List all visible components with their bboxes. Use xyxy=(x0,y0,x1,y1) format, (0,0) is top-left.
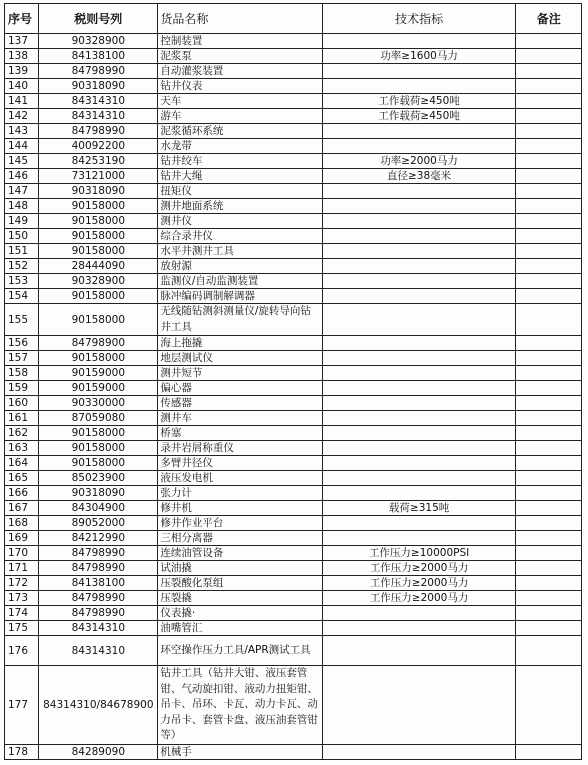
row-tariff-code: 84798990 xyxy=(39,561,158,576)
row-technical-spec xyxy=(322,336,516,351)
row-technical-spec: 工作载荷≥450吨 xyxy=(322,109,516,124)
row-index: 178 xyxy=(5,744,39,759)
row-technical-spec xyxy=(322,199,516,214)
row-index: 150 xyxy=(5,229,39,244)
row-tariff-code: 84798990 xyxy=(39,546,158,561)
row-tariff-code: 84314310 xyxy=(39,109,158,124)
row-index: 154 xyxy=(5,289,39,304)
row-remarks xyxy=(516,169,582,184)
table-row xyxy=(5,666,582,745)
row-index: 164 xyxy=(5,456,39,471)
table-row xyxy=(5,351,582,366)
row-index: 161 xyxy=(5,411,39,426)
row-remarks xyxy=(516,471,582,486)
goods-table xyxy=(4,3,582,760)
row-technical-spec xyxy=(322,259,516,274)
row-remarks xyxy=(516,274,582,289)
row-remarks xyxy=(516,546,582,561)
row-goods-name: 传感器 xyxy=(158,396,322,411)
row-goods-name: 桥塞 xyxy=(158,426,322,441)
row-remarks xyxy=(516,351,582,366)
row-technical-spec: 直径≥38毫米 xyxy=(322,169,516,184)
row-technical-spec: 工作载荷≥450吨 xyxy=(322,94,516,109)
row-tariff-code: 90318090 xyxy=(39,79,158,94)
row-index: 153 xyxy=(5,274,39,289)
row-remarks xyxy=(516,636,582,666)
row-remarks xyxy=(516,576,582,591)
row-tariff-code: 40092200 xyxy=(39,139,158,154)
row-tariff-code: 90159000 xyxy=(39,366,158,381)
row-remarks xyxy=(516,304,582,336)
row-tariff-code: 84314310 xyxy=(39,636,158,666)
row-goods-name: 监测仪/自动监测装置 xyxy=(158,274,322,289)
row-remarks xyxy=(516,79,582,94)
row-technical-spec: 功率≥2000马力 xyxy=(322,154,516,169)
row-technical-spec xyxy=(322,289,516,304)
row-goods-name: 钻井仪表 xyxy=(158,79,322,94)
row-technical-spec xyxy=(322,34,516,49)
row-tariff-code: 84798990 xyxy=(39,64,158,79)
row-goods-name: 放射源 xyxy=(158,259,322,274)
row-goods-name: 压裂酸化泵组 xyxy=(158,576,322,591)
row-technical-spec xyxy=(322,606,516,621)
table-row xyxy=(5,229,582,244)
table-row xyxy=(5,244,582,259)
row-remarks xyxy=(516,531,582,546)
row-index: 173 xyxy=(5,591,39,606)
row-goods-name: 测井仪 xyxy=(158,214,322,229)
table-row xyxy=(5,259,582,274)
row-remarks xyxy=(516,516,582,531)
row-goods-name: 扭矩仪 xyxy=(158,184,322,199)
row-goods-name: 水龙带 xyxy=(158,139,322,154)
row-technical-spec: 载荷≥315吨 xyxy=(322,501,516,516)
row-technical-spec xyxy=(322,139,516,154)
row-index: 174 xyxy=(5,606,39,621)
row-index: 149 xyxy=(5,214,39,229)
row-remarks xyxy=(516,441,582,456)
table-row xyxy=(5,621,582,636)
row-index: 177 xyxy=(5,666,39,745)
row-technical-spec xyxy=(322,184,516,199)
header-remarks: 备注 xyxy=(516,4,582,34)
row-goods-name: 泥浆泵 xyxy=(158,49,322,64)
row-tariff-code: 90328900 xyxy=(39,274,158,289)
row-index: 157 xyxy=(5,351,39,366)
table-row xyxy=(5,636,582,666)
table-row xyxy=(5,274,582,289)
row-index: 169 xyxy=(5,531,39,546)
row-goods-name: 试油撬 xyxy=(158,561,322,576)
table-row xyxy=(5,501,582,516)
row-technical-spec: 功率≥1600马力 xyxy=(322,49,516,64)
row-index: 162 xyxy=(5,426,39,441)
row-index: 139 xyxy=(5,64,39,79)
row-goods-name: 测井地面系统 xyxy=(158,199,322,214)
row-technical-spec xyxy=(322,381,516,396)
table-row xyxy=(5,184,582,199)
row-tariff-code: 90158000 xyxy=(39,289,158,304)
row-remarks xyxy=(516,426,582,441)
row-index: 142 xyxy=(5,109,39,124)
row-remarks xyxy=(516,591,582,606)
row-technical-spec xyxy=(322,229,516,244)
row-tariff-code: 84798990 xyxy=(39,124,158,139)
row-remarks xyxy=(516,139,582,154)
table-row xyxy=(5,214,582,229)
row-technical-spec xyxy=(322,441,516,456)
row-remarks xyxy=(516,289,582,304)
table-row xyxy=(5,79,582,94)
row-tariff-code: 90158000 xyxy=(39,351,158,366)
table-row xyxy=(5,576,582,591)
table-row xyxy=(5,124,582,139)
table-row xyxy=(5,336,582,351)
table-row xyxy=(5,744,582,759)
table-row xyxy=(5,396,582,411)
row-index: 143 xyxy=(5,124,39,139)
table-row xyxy=(5,471,582,486)
row-goods-name: 三相分离器 xyxy=(158,531,322,546)
row-technical-spec xyxy=(322,636,516,666)
row-remarks xyxy=(516,366,582,381)
row-technical-spec xyxy=(322,351,516,366)
row-index: 167 xyxy=(5,501,39,516)
row-remarks xyxy=(516,501,582,516)
row-tariff-code: 90158000 xyxy=(39,244,158,259)
row-technical-spec: 工作压力≥2000马力 xyxy=(322,561,516,576)
row-tariff-code: 28444090 xyxy=(39,259,158,274)
row-remarks xyxy=(516,411,582,426)
row-technical-spec xyxy=(322,274,516,289)
row-remarks xyxy=(516,64,582,79)
row-tariff-code: 90158000 xyxy=(39,441,158,456)
row-tariff-code: 84138100 xyxy=(39,576,158,591)
row-tariff-code: 84798990 xyxy=(39,591,158,606)
table-row xyxy=(5,94,582,109)
table-row xyxy=(5,49,582,64)
row-tariff-code: 90328900 xyxy=(39,34,158,49)
table-header-row xyxy=(5,4,582,34)
row-technical-spec xyxy=(322,426,516,441)
row-index: 159 xyxy=(5,381,39,396)
row-technical-spec xyxy=(322,64,516,79)
row-tariff-code: 90158000 xyxy=(39,456,158,471)
row-index: 140 xyxy=(5,79,39,94)
row-index: 151 xyxy=(5,244,39,259)
row-tariff-code: 84314310 xyxy=(39,621,158,636)
row-tariff-code: 89052000 xyxy=(39,516,158,531)
row-technical-spec xyxy=(322,456,516,471)
table-row xyxy=(5,516,582,531)
row-goods-name: 天车 xyxy=(158,94,322,109)
table-row xyxy=(5,411,582,426)
row-index: 170 xyxy=(5,546,39,561)
row-remarks xyxy=(516,259,582,274)
row-tariff-code: 84138100 xyxy=(39,49,158,64)
row-tariff-code: 84798990 xyxy=(39,606,158,621)
row-goods-name: 录井岩屑称重仪 xyxy=(158,441,322,456)
table-row xyxy=(5,366,582,381)
row-remarks xyxy=(516,381,582,396)
row-goods-name: 测井车 xyxy=(158,411,322,426)
row-technical-spec xyxy=(322,486,516,501)
row-technical-spec xyxy=(322,214,516,229)
row-remarks xyxy=(516,229,582,244)
row-index: 145 xyxy=(5,154,39,169)
row-remarks xyxy=(516,154,582,169)
row-technical-spec: 工作压力≥2000马力 xyxy=(322,591,516,606)
row-goods-name: 仪表撬· xyxy=(158,606,322,621)
row-index: 176 xyxy=(5,636,39,666)
row-goods-name: 偏心器 xyxy=(158,381,322,396)
row-goods-name: 水平井测井工具 xyxy=(158,244,322,259)
row-goods-name: 修井作业平台 xyxy=(158,516,322,531)
row-remarks xyxy=(516,336,582,351)
table-row xyxy=(5,154,582,169)
row-remarks xyxy=(516,396,582,411)
row-remarks xyxy=(516,214,582,229)
table-row xyxy=(5,426,582,441)
row-goods-name: 张力计 xyxy=(158,486,322,501)
row-technical-spec xyxy=(322,666,516,745)
row-index: 160 xyxy=(5,396,39,411)
table-row xyxy=(5,304,582,336)
table-row xyxy=(5,486,582,501)
row-remarks xyxy=(516,456,582,471)
row-goods-name: 游车 xyxy=(158,109,322,124)
row-goods-name: 测井短节 xyxy=(158,366,322,381)
row-index: 175 xyxy=(5,621,39,636)
row-goods-name: 钻井绞车 xyxy=(158,154,322,169)
table-row xyxy=(5,64,582,79)
row-goods-name: 多臂井径仪 xyxy=(158,456,322,471)
row-index: 165 xyxy=(5,471,39,486)
row-remarks xyxy=(516,94,582,109)
row-technical-spec xyxy=(322,621,516,636)
row-tariff-code: 84253190 xyxy=(39,154,158,169)
row-index: 156 xyxy=(5,336,39,351)
row-index: 158 xyxy=(5,366,39,381)
row-index: 148 xyxy=(5,199,39,214)
row-goods-name: 脉冲编码调制解调器 xyxy=(158,289,322,304)
row-index: 163 xyxy=(5,441,39,456)
header-index: 序号 xyxy=(5,4,39,34)
row-goods-name: 钻井工具（钻井大钳、液压套管钳、气动旋扣钳、液动力扭矩钳、吊卡、吊环、卡瓦、动力卡瓦、动力吊卡、套管卡盘、液压油套管钳等） xyxy=(158,666,322,745)
row-index: 138 xyxy=(5,49,39,64)
row-index: 168 xyxy=(5,516,39,531)
row-technical-spec: 工作压力≥10000PSI xyxy=(322,546,516,561)
table-row xyxy=(5,561,582,576)
table-row xyxy=(5,139,582,154)
row-technical-spec xyxy=(322,471,516,486)
row-goods-name: 液压发电机 xyxy=(158,471,322,486)
row-technical-spec xyxy=(322,516,516,531)
header-tariff-code: 税则号列 xyxy=(39,4,158,34)
row-goods-name: 地层测试仪 xyxy=(158,351,322,366)
row-remarks xyxy=(516,109,582,124)
row-index: 155 xyxy=(5,304,39,336)
row-goods-name: 修井机 xyxy=(158,501,322,516)
row-tariff-code: 90318090 xyxy=(39,184,158,199)
row-goods-name: 机械手 xyxy=(158,744,322,759)
row-remarks xyxy=(516,486,582,501)
row-index: 147 xyxy=(5,184,39,199)
row-remarks xyxy=(516,666,582,745)
row-technical-spec xyxy=(322,531,516,546)
row-goods-name: 海上拖撬 xyxy=(158,336,322,351)
header-goods-name: 货品名称 xyxy=(158,4,322,34)
row-tariff-code: 84289090 xyxy=(39,744,158,759)
row-remarks xyxy=(516,34,582,49)
row-technical-spec: 工作压力≥2000马力 xyxy=(322,576,516,591)
row-goods-name: 钻井大绳 xyxy=(158,169,322,184)
row-tariff-code: 84304900 xyxy=(39,501,158,516)
row-goods-name: 综合录井仪 xyxy=(158,229,322,244)
row-technical-spec xyxy=(322,79,516,94)
row-index: 166 xyxy=(5,486,39,501)
table-row xyxy=(5,591,582,606)
row-goods-name: 泥浆循环系统 xyxy=(158,124,322,139)
row-tariff-code: 84798900 xyxy=(39,336,158,351)
table-row xyxy=(5,199,582,214)
table-row xyxy=(5,531,582,546)
row-technical-spec xyxy=(322,411,516,426)
row-remarks xyxy=(516,561,582,576)
table-row xyxy=(5,169,582,184)
row-technical-spec xyxy=(322,244,516,259)
header-technical-spec: 技术指标 xyxy=(322,4,516,34)
table-row xyxy=(5,456,582,471)
table-row xyxy=(5,546,582,561)
row-technical-spec xyxy=(322,124,516,139)
row-remarks xyxy=(516,244,582,259)
row-goods-name: 无线随钻测斜测量仪/旋转导向钻井工具 xyxy=(158,304,322,336)
row-tariff-code: 73121000 xyxy=(39,169,158,184)
row-index: 146 xyxy=(5,169,39,184)
row-tariff-code: 90158000 xyxy=(39,229,158,244)
row-goods-name: 连续油管设备 xyxy=(158,546,322,561)
row-index: 137 xyxy=(5,34,39,49)
row-remarks xyxy=(516,621,582,636)
row-index: 172 xyxy=(5,576,39,591)
table-row xyxy=(5,109,582,124)
row-index: 141 xyxy=(5,94,39,109)
row-technical-spec xyxy=(322,744,516,759)
table-row xyxy=(5,381,582,396)
row-remarks xyxy=(516,49,582,64)
row-tariff-code: 84212990 xyxy=(39,531,158,546)
row-remarks xyxy=(516,199,582,214)
row-tariff-code: 90330000 xyxy=(39,396,158,411)
table-row xyxy=(5,34,582,49)
row-goods-name: 压裂撬 xyxy=(158,591,322,606)
table-row xyxy=(5,289,582,304)
row-remarks xyxy=(516,744,582,759)
row-remarks xyxy=(516,124,582,139)
row-tariff-code: 90158000 xyxy=(39,214,158,229)
row-tariff-code: 90158000 xyxy=(39,199,158,214)
row-tariff-code: 90158000 xyxy=(39,426,158,441)
row-index: 144 xyxy=(5,139,39,154)
row-technical-spec xyxy=(322,304,516,336)
row-tariff-code: 85023900 xyxy=(39,471,158,486)
row-tariff-code: 90318090 xyxy=(39,486,158,501)
row-tariff-code: 84314310/84678900 xyxy=(39,666,158,745)
row-goods-name: 油嘴管汇 xyxy=(158,621,322,636)
row-technical-spec xyxy=(322,396,516,411)
row-remarks xyxy=(516,606,582,621)
row-tariff-code: 90158000 xyxy=(39,304,158,336)
row-index: 152 xyxy=(5,259,39,274)
row-tariff-code: 84314310 xyxy=(39,94,158,109)
row-goods-name: 环空操作压力工具/APR测试工具 xyxy=(158,636,322,666)
table-row xyxy=(5,441,582,456)
table-row xyxy=(5,606,582,621)
row-index: 171 xyxy=(5,561,39,576)
row-goods-name: 控制装置 xyxy=(158,34,322,49)
row-goods-name: 自动灌浆装置 xyxy=(158,64,322,79)
row-technical-spec xyxy=(322,366,516,381)
row-remarks xyxy=(516,184,582,199)
row-tariff-code: 87059080 xyxy=(39,411,158,426)
row-tariff-code: 90159000 xyxy=(39,381,158,396)
